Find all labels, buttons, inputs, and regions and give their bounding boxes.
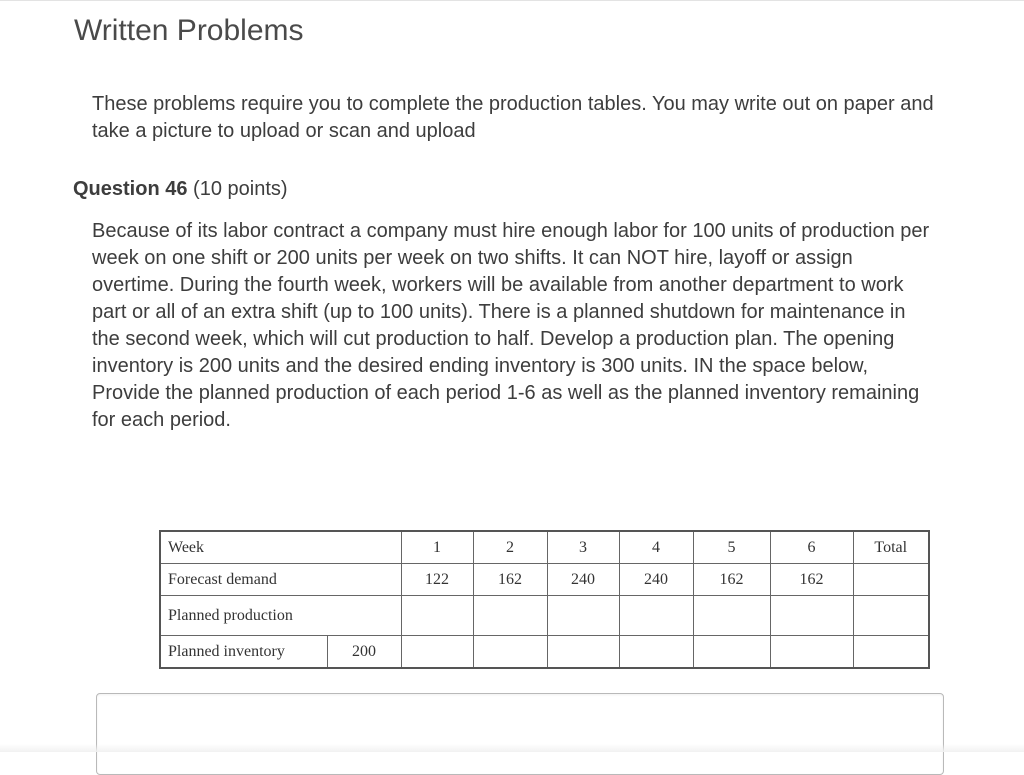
week-6-header: 6 [770, 531, 853, 564]
inventory-label: Planned inventory [160, 636, 327, 669]
inventory-week-5 [693, 636, 770, 669]
forecast-label: Forecast demand [160, 564, 401, 596]
inventory-total [853, 636, 929, 669]
forecast-week-3: 240 [547, 564, 619, 596]
week-4-header: 4 [619, 531, 693, 564]
forecast-week-1: 122 [401, 564, 473, 596]
week-5-header: 5 [693, 531, 770, 564]
inventory-week-1 [401, 636, 473, 669]
production-table [159, 530, 930, 669]
forecast-week-6: 162 [770, 564, 853, 596]
top-divider [0, 0, 1024, 1]
answer-textbox[interactable] [96, 693, 944, 775]
week-header-label: Week [160, 531, 401, 564]
question-header [73, 176, 288, 203]
week-3-header: 3 [547, 531, 619, 564]
production-label: Planned production [160, 596, 401, 636]
table-row-week [160, 531, 929, 564]
table-row-production [160, 596, 929, 636]
opening-inventory: 200 [327, 636, 401, 669]
inventory-week-6 [770, 636, 853, 669]
production-week-4 [619, 596, 693, 636]
total-header: Total [853, 531, 929, 564]
forecast-week-2: 162 [473, 564, 547, 596]
inventory-week-4 [619, 636, 693, 669]
production-total [853, 596, 929, 636]
section-title: Written Problems [74, 18, 304, 47]
inventory-week-3 [547, 636, 619, 669]
inventory-week-2 [473, 636, 547, 669]
table-row-forecast [160, 564, 929, 596]
production-week-3 [547, 596, 619, 636]
bottom-edge [0, 744, 1024, 752]
table-row-inventory [160, 636, 929, 669]
forecast-week-5: 162 [693, 564, 770, 596]
production-week-2 [473, 596, 547, 636]
production-week-6 [770, 596, 853, 636]
production-week-5 [693, 596, 770, 636]
question-number: Question 46 [73, 178, 188, 200]
week-2-header: 2 [473, 531, 547, 564]
forecast-total [853, 564, 929, 596]
production-week-1 [401, 596, 473, 636]
instructions-text: These problems require you to complete the production tables. You may write out on paper and take a picture to upload or scan and upload [92, 93, 934, 142]
question-text: Because of its labor contract a company must hire enough labor for 100 units of production per week on one shift or 200 units per week on two shifts. It can NOT hire, layoff or assign overtime. During the fourth week, workers will be available from another department to work part or all of an extra shift (up to 100 units). There is a planned shutdown for maintenance in the second week, which will cut production to half. Develop a production plan. The opening inventory is 200 units and the desired ending inventory is 300 units. IN the space below, Provide the planned production of each period 1-6 as well as the planned inventory remaining for each period. [92, 220, 930, 431]
forecast-week-4: 240 [619, 564, 693, 596]
question-points: (10 points) [193, 178, 288, 200]
week-1-header: 1 [401, 531, 473, 564]
